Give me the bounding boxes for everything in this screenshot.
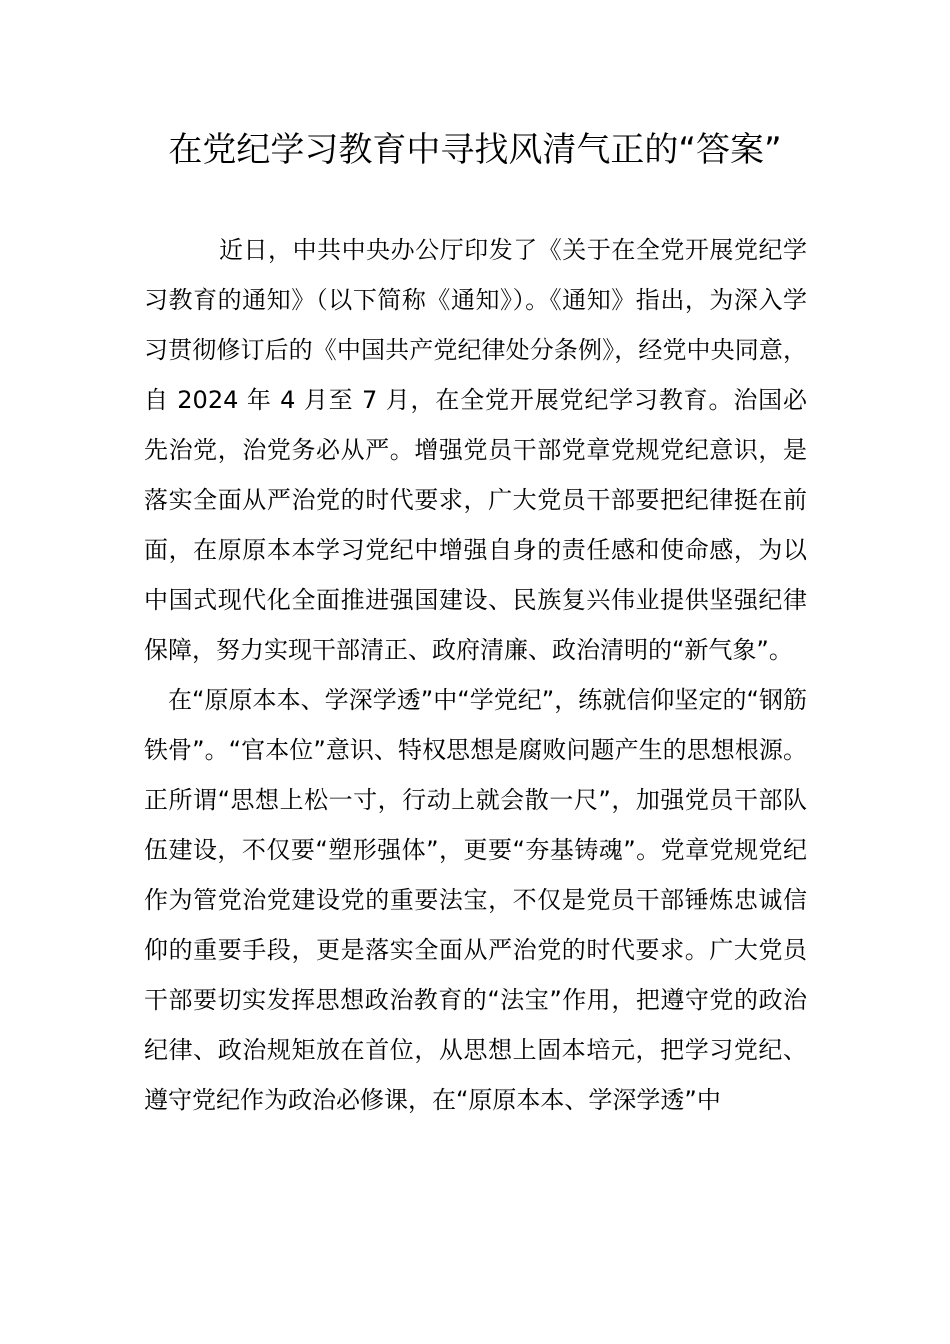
paragraph-2: 在“原原本本、学深学透”中“学党纪”，练就信仰坚定的“钢筋铁骨”。“官本位”意识、特权思想是腐败问题产生的思想根源。正所谓“思想上松一寸，行动上就会散一尺”，加强党员干部队伍建设，不仅要“塑形强体”，更要“夯基铸魂”。党章党规党纪作为管党治党建设党的重要法宝，不仅是党员干部锤炼忠诚信仰的重要手段，更是落实全面从严治党的时代要求。广大党员干部要切实发挥思想政治教育的“法宝”作用，把遵守党的政治纪律、政治规矩放在首位，从思想上固本培元，把学习党纪、遵守党纪作为政治必修课，在“原原本本、学深学透”中 [144, 686, 807, 1114]
document-title: 在党纪学习教育中寻找风清气正的“答案” [168, 130, 782, 170]
paragraph-1: 近日，中共中央办公厅印发了《关于在全党开展党纪学习教育的通知》（以下简称《通知》）。《通知》指出，为深入学习贯彻修订后的《中国共产党纪律处分条例》，经党中央同意，自 2024 年 4 月至 7 月，在全党开展党纪学习教育。治国必先治党，治党务必从严。增强党员干部党章党规党纪意识，是落实全面从严治党的时代要求，广大党员干部要把纪律挺在前面，在原原本本学习党纪中增强自身的责任感和使命感，为以中国式现代化全面推进强国建设、民族复兴伟业提供坚强纪律保障，努力实现干部清正、政府清廉、政治清明的“新气象”。 [144, 236, 807, 664]
document-body [144, 225, 807, 1125]
